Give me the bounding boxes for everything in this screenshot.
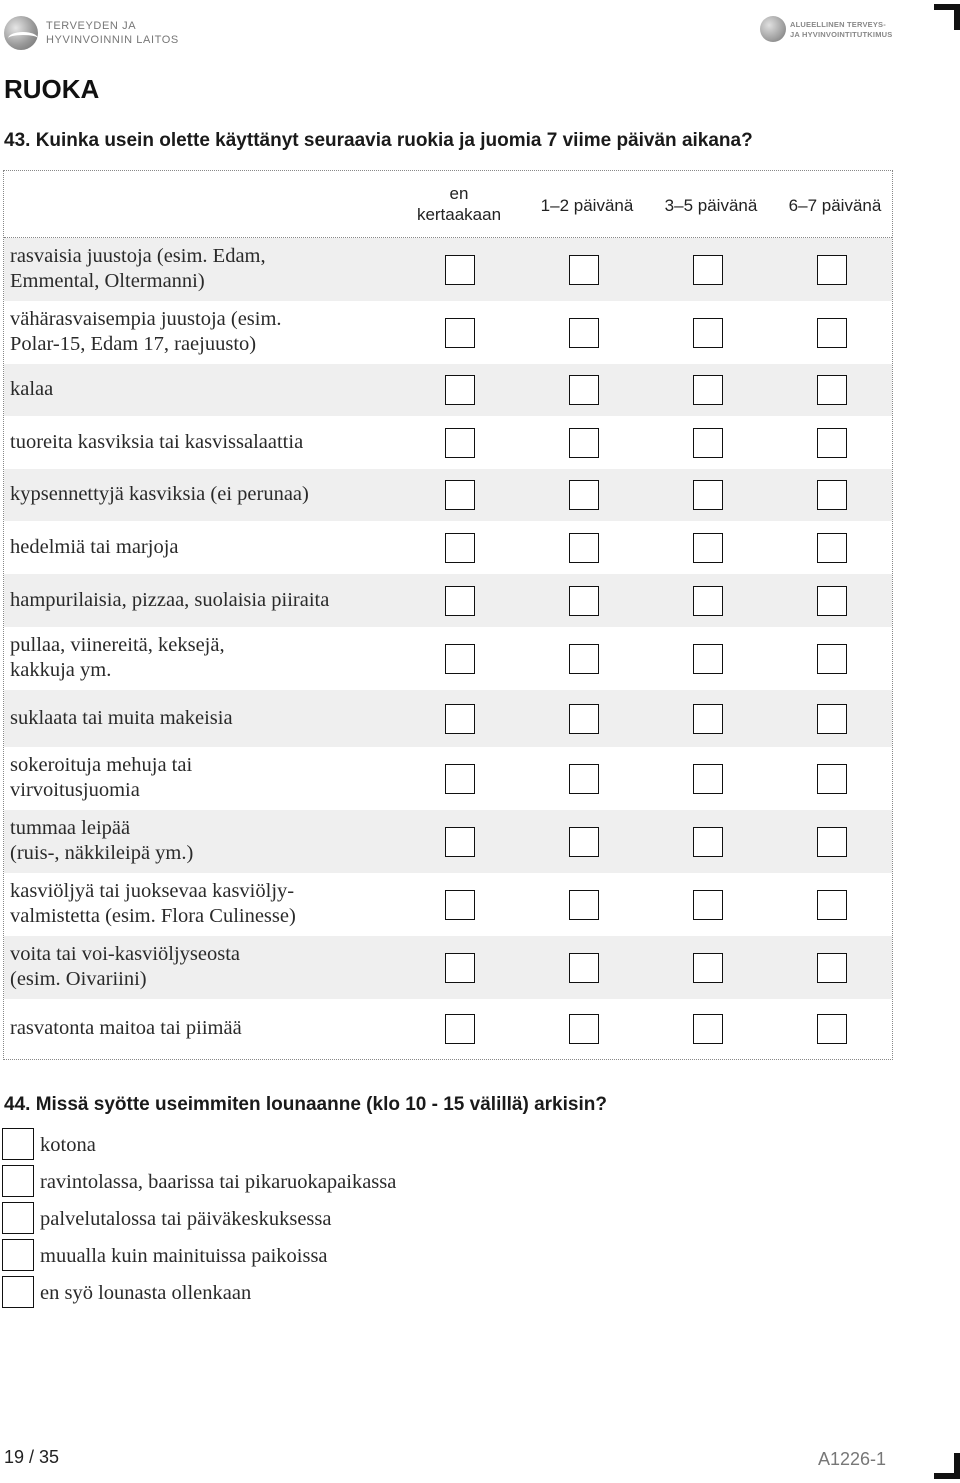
checkbox-3-5-days[interactable] xyxy=(693,890,723,920)
checkbox-never[interactable] xyxy=(445,953,475,983)
row-label-line1: hedelmiä tai marjoja xyxy=(10,535,179,558)
row-label xyxy=(10,816,193,866)
row-label-line2: (esim. Oivariini) xyxy=(10,967,147,990)
checkbox-3-5-days[interactable] xyxy=(693,318,723,348)
row-label-line1: rasvaisia juustoja (esim. Edam, xyxy=(10,244,266,267)
checkbox-6-7-days[interactable] xyxy=(817,533,847,563)
table-row xyxy=(4,301,892,364)
ath-logo-line1: ALUEELLINEN TERVEYS- xyxy=(790,20,886,29)
row-label xyxy=(10,244,266,294)
checkbox-never[interactable] xyxy=(445,255,475,285)
row-label-line1: tuoreita kasviksia tai kasvissalaattia xyxy=(10,430,304,453)
checkbox-1-2-days[interactable] xyxy=(569,586,599,616)
lunch-option-label: en syö lounasta ollenkaan xyxy=(40,1282,252,1304)
checkbox-6-7-days[interactable] xyxy=(817,827,847,857)
table-header xyxy=(4,171,892,238)
row-label-line2: valmistetta (esim. Flora Culinesse) xyxy=(10,904,296,927)
row-label xyxy=(10,633,225,683)
checkbox-3-5-days[interactable] xyxy=(693,533,723,563)
table-row xyxy=(4,574,892,627)
row-label-line1: vähärasvaisempia juustoja (esim. xyxy=(10,307,282,330)
checkbox-6-7-days[interactable] xyxy=(817,890,847,920)
row-label-line1: kypsennettyjä kasviksia (ei perunaa) xyxy=(10,483,309,505)
column-header-never xyxy=(404,183,514,225)
ath-logo xyxy=(760,16,920,46)
lunch-option-checkbox[interactable] xyxy=(2,1276,34,1308)
table-row xyxy=(4,810,892,873)
table-row xyxy=(4,873,892,936)
checkbox-6-7-days[interactable] xyxy=(817,644,847,674)
row-label-line2: Emmental, Oltermanni) xyxy=(10,269,205,292)
lunch-option[interactable] xyxy=(2,1239,602,1273)
column-header-never-line2: kertaakaan xyxy=(416,205,502,224)
checkbox-6-7-days[interactable] xyxy=(817,480,847,510)
page-number: 19 / 35 xyxy=(4,1447,60,1467)
column-header-never-line1: en xyxy=(449,184,469,203)
checkbox-never[interactable] xyxy=(445,827,475,857)
checkbox-3-5-days[interactable] xyxy=(693,644,723,674)
row-label xyxy=(10,377,53,402)
checkbox-3-5-days[interactable] xyxy=(693,480,723,510)
checkbox-6-7-days[interactable] xyxy=(817,318,847,348)
checkbox-never[interactable] xyxy=(445,1014,475,1044)
checkbox-3-5-days[interactable] xyxy=(693,586,723,616)
checkbox-3-5-days[interactable] xyxy=(693,428,723,458)
thl-logo xyxy=(4,14,204,50)
ath-logo-line2: JA HYVINVOINTITUTKIMUS xyxy=(790,30,893,39)
row-label xyxy=(10,1016,242,1041)
checkbox-never[interactable] xyxy=(445,375,475,405)
section-title: RUOKA xyxy=(4,74,100,104)
checkbox-never[interactable] xyxy=(445,428,475,458)
checkbox-6-7-days[interactable] xyxy=(817,255,847,285)
table-row xyxy=(4,238,892,301)
row-label-line1: kasviöljyä tai juoksevaa kasviöljy- xyxy=(10,879,295,902)
lunch-option-label: kotona xyxy=(40,1134,96,1156)
checkbox-1-2-days[interactable] xyxy=(569,890,599,920)
checkbox-3-5-days[interactable] xyxy=(693,1014,723,1044)
table-row xyxy=(4,627,892,690)
checkbox-1-2-days[interactable] xyxy=(569,953,599,983)
row-label-line1: tummaa leipää xyxy=(10,816,131,839)
thl-logo-line2: HYVINVOINNIN LAITOS xyxy=(46,34,179,46)
row-label xyxy=(10,307,282,357)
checkbox-never[interactable] xyxy=(445,318,475,348)
lunch-option-checkbox[interactable] xyxy=(2,1239,34,1271)
question-43: 43. Kuinka usein olette käyttänyt seuraavia ruokia ja juomia 7 viime päivän aikana? xyxy=(4,130,753,151)
checkbox-1-2-days[interactable] xyxy=(569,1014,599,1044)
row-label-line1: suklaata tai muita makeisia xyxy=(10,706,233,729)
row-label xyxy=(10,430,303,455)
lunch-option-label: muualla kuin mainituissa paikoissa xyxy=(40,1245,328,1267)
checkbox-6-7-days[interactable] xyxy=(817,375,847,405)
lunch-option[interactable] xyxy=(2,1202,602,1236)
checkbox-never[interactable] xyxy=(445,480,475,510)
checkbox-3-5-days[interactable] xyxy=(693,704,723,734)
table-row xyxy=(4,521,892,574)
row-label-line1: rasvatonta maitoa tai piimää xyxy=(10,1017,242,1039)
lunch-option-label: ravintolassa, baarissa tai pikaruokapaikassa xyxy=(40,1171,397,1193)
checkbox-1-2-days[interactable] xyxy=(569,704,599,734)
row-label xyxy=(10,588,329,613)
table-row xyxy=(4,999,892,1059)
column-header-1-2-days: 1–2 päivänä xyxy=(540,196,634,215)
checkbox-6-7-days[interactable] xyxy=(817,953,847,983)
checkbox-never[interactable] xyxy=(445,644,475,674)
row-label xyxy=(10,753,192,803)
row-label-line1: voita tai voi-kasviöljyseosta xyxy=(10,942,241,965)
column-header-3-5-days: 3–5 päivänä xyxy=(664,196,758,215)
checkbox-1-2-days[interactable] xyxy=(569,827,599,857)
checkbox-1-2-days[interactable] xyxy=(569,318,599,348)
checkbox-6-7-days[interactable] xyxy=(817,1014,847,1044)
table-row xyxy=(4,364,892,416)
row-label xyxy=(10,706,233,731)
checkbox-3-5-days[interactable] xyxy=(693,827,723,857)
row-label xyxy=(10,879,296,929)
table-row xyxy=(4,747,892,810)
checkbox-3-5-days[interactable] xyxy=(693,375,723,405)
row-label-line1: kalaa xyxy=(10,378,54,400)
row-label xyxy=(10,942,240,992)
lunch-option-checkbox[interactable] xyxy=(2,1128,34,1160)
lunch-option-label: palvelutalossa tai päiväkeskuksessa xyxy=(40,1208,332,1230)
checkbox-1-2-days[interactable] xyxy=(569,644,599,674)
table-row xyxy=(4,469,892,521)
thl-swoosh-icon xyxy=(8,32,38,45)
checkbox-1-2-days[interactable] xyxy=(569,428,599,458)
column-header-6-7-days: 6–7 päivänä xyxy=(788,196,882,215)
lunch-option[interactable] xyxy=(2,1165,602,1199)
lunch-option[interactable] xyxy=(2,1128,602,1162)
checkbox-1-2-days[interactable] xyxy=(569,480,599,510)
row-label-line2: Polar-15, Edam 17, raejuusto) xyxy=(10,332,257,355)
thl-logo-line1: TERVEYDEN JA xyxy=(46,20,137,32)
table-row xyxy=(4,936,892,999)
checkbox-never[interactable] xyxy=(445,890,475,920)
row-label-line1: hampurilaisia, pizzaa, suolaisia piiraita xyxy=(10,588,330,611)
checkbox-6-7-days[interactable] xyxy=(817,586,847,616)
lunch-option-checkbox[interactable] xyxy=(2,1165,34,1197)
checkbox-never[interactable] xyxy=(445,533,475,563)
row-label-line2: virvoitusjuomia xyxy=(10,778,140,801)
row-label xyxy=(10,482,309,507)
checkbox-1-2-days[interactable] xyxy=(569,375,599,405)
frequency-table xyxy=(3,170,893,1060)
checkbox-never[interactable] xyxy=(445,704,475,734)
checkbox-3-5-days[interactable] xyxy=(693,255,723,285)
lunch-option[interactable] xyxy=(2,1276,602,1310)
checkbox-1-2-days[interactable] xyxy=(569,764,599,794)
checkbox-1-2-days[interactable] xyxy=(569,255,599,285)
document-code: A1226-1 xyxy=(818,1449,887,1469)
checkbox-never[interactable] xyxy=(445,764,475,794)
checkbox-3-5-days[interactable] xyxy=(693,764,723,794)
checkbox-6-7-days[interactable] xyxy=(817,704,847,734)
table-row xyxy=(4,690,892,747)
row-label-line2: kakkuja ym. xyxy=(10,658,112,681)
checkbox-6-7-days[interactable] xyxy=(817,428,847,458)
checkbox-6-7-days[interactable] xyxy=(817,764,847,794)
row-label-line1: pullaa, viinereitä, keksejä, xyxy=(10,633,225,656)
question-44: 44. Missä syötte useimmiten lounaanne (klo 10 - 15 välillä) arkisin? xyxy=(4,1094,607,1115)
table-row xyxy=(4,416,892,469)
checkbox-never[interactable] xyxy=(445,586,475,616)
lunch-option-checkbox[interactable] xyxy=(2,1202,34,1234)
checkbox-3-5-days[interactable] xyxy=(693,953,723,983)
crop-mark-top-right xyxy=(934,4,960,30)
crop-mark-bottom-right xyxy=(934,1453,960,1479)
row-label xyxy=(10,535,178,560)
row-label-line2: (ruis-, näkkileipä ym.) xyxy=(10,841,194,864)
checkbox-1-2-days[interactable] xyxy=(569,533,599,563)
row-label-line1: sokeroituja mehuja tai xyxy=(10,753,193,776)
ath-globe-icon xyxy=(760,16,786,42)
